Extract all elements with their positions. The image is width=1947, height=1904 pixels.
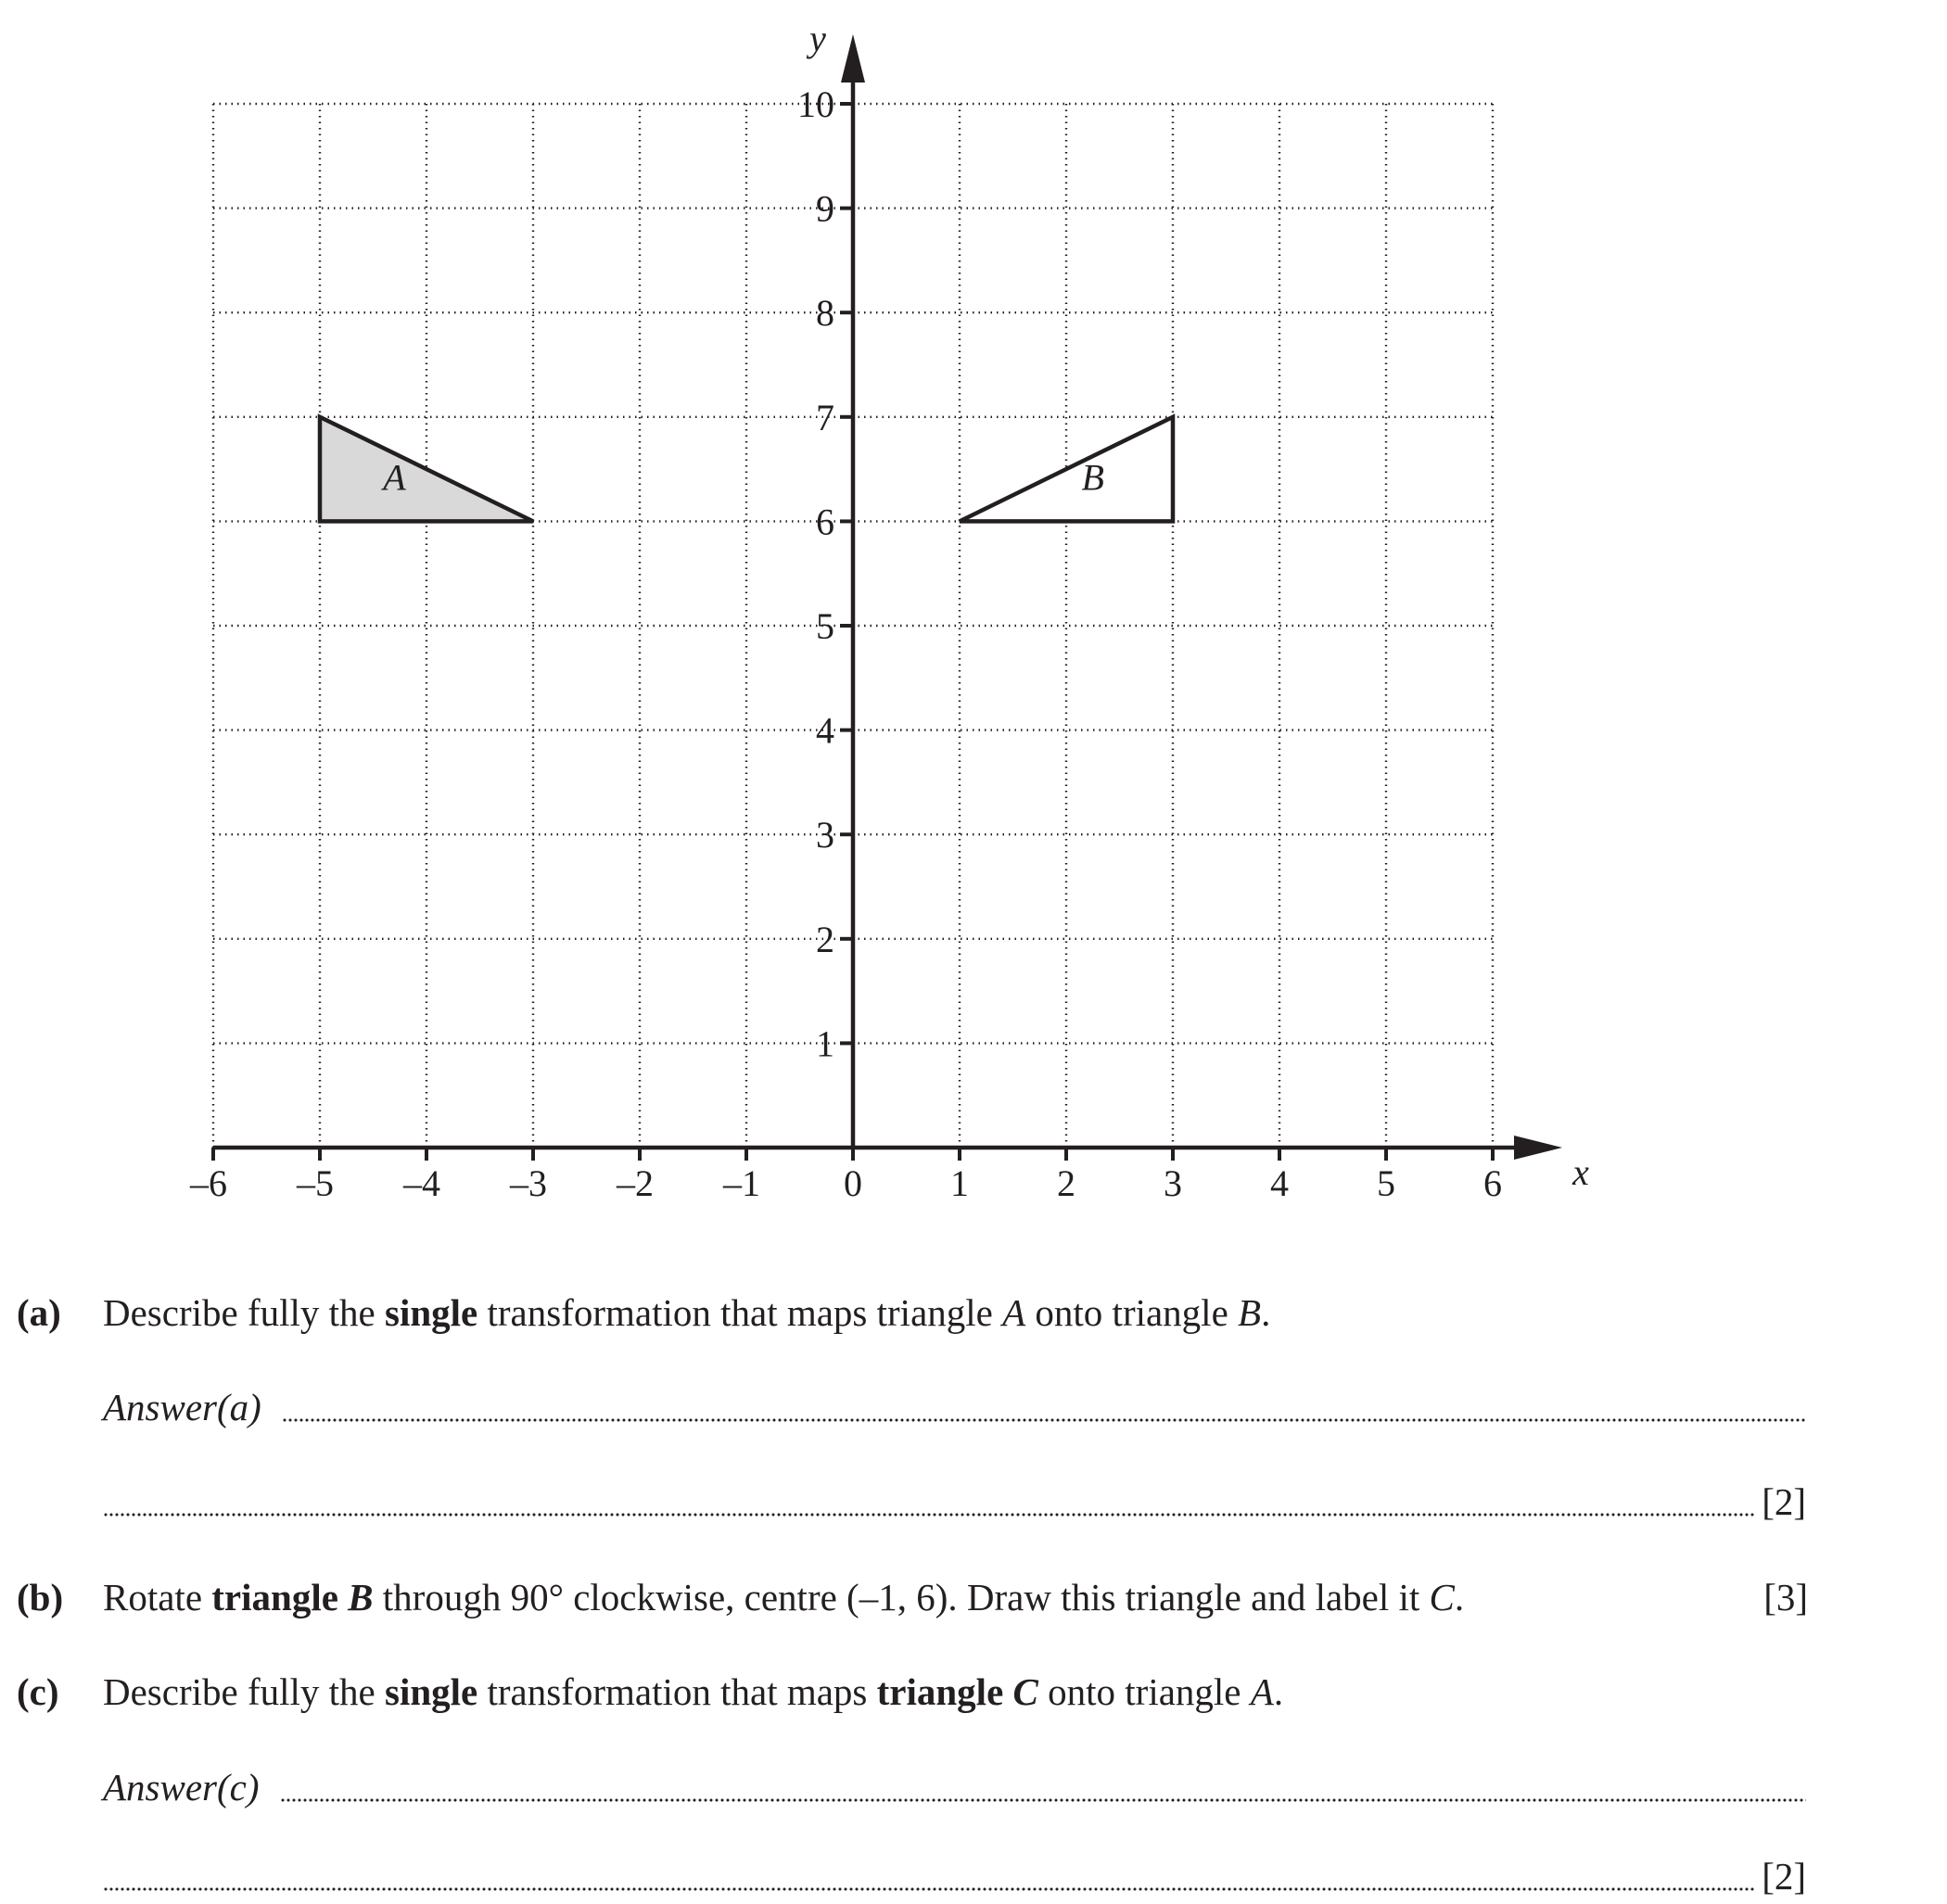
- question-b-number: (b): [17, 1576, 64, 1618]
- x-tick-label: –5: [297, 1162, 334, 1204]
- x-tick-label: –3: [510, 1162, 547, 1204]
- x-axis-label: x: [1572, 1151, 1589, 1193]
- x-tick-label: 3: [1164, 1162, 1182, 1204]
- x-tick-label: 2: [1057, 1162, 1075, 1204]
- triangle-b-label: B: [1081, 456, 1104, 499]
- question-b-mark: [3]: [1763, 1576, 1808, 1618]
- answer-a-dotted-line[interactable]: [282, 1418, 1806, 1422]
- triangle-a: [320, 417, 533, 522]
- question-b-text: Rotate triangle B through 90° clockwise, centre (–1, 6). Draw this triangle and label it C.: [103, 1576, 1465, 1618]
- answer-a-line-1[interactable]: [103, 1385, 1806, 1429]
- x-tick-label: –2: [617, 1162, 654, 1204]
- x-tick-label: 0: [844, 1162, 862, 1204]
- question-a-mark: [2]: [1762, 1480, 1806, 1523]
- axes: [213, 18, 1589, 1193]
- question-c-number: (c): [17, 1670, 59, 1713]
- x-tick-label: 5: [1377, 1162, 1395, 1204]
- axis-ticks: [189, 83, 1502, 1204]
- answer-c-dotted-line-2[interactable]: [103, 1887, 1756, 1891]
- y-tick-label: 8: [816, 292, 834, 335]
- answer-a-line-2[interactable]: [103, 1479, 1806, 1524]
- x-tick-label: –6: [190, 1162, 227, 1204]
- question-c-text: Describe fully the single transformation that maps triangle C onto triangle A.: [103, 1670, 1284, 1713]
- y-tick-label: 10: [797, 83, 834, 125]
- x-tick-label: 4: [1270, 1162, 1289, 1204]
- answer-c-line-1[interactable]: [103, 1765, 1806, 1809]
- y-tick-label: 3: [816, 814, 834, 857]
- y-tick-label: 1: [816, 1022, 834, 1065]
- y-tick-label: 9: [816, 187, 834, 230]
- question-a-text: Describe fully the single transformation that maps triangle A onto triangle B.: [103, 1291, 1271, 1334]
- y-tick-label: 4: [816, 709, 834, 752]
- x-tick-label: –4: [403, 1162, 440, 1204]
- x-axis-arrow-icon: [1514, 1136, 1562, 1160]
- y-axis-label: y: [809, 18, 826, 59]
- answer-a-label: Answer(a): [103, 1386, 261, 1428]
- x-tick-label: 1: [950, 1162, 969, 1204]
- question-c-mark: [2]: [1762, 1855, 1806, 1898]
- y-axis-arrow-icon: [841, 34, 865, 83]
- y-tick-label: 2: [816, 918, 834, 960]
- y-tick-label: 7: [816, 396, 834, 438]
- answer-c-label: Answer(c): [103, 1766, 260, 1809]
- question-a-number: (a): [17, 1291, 61, 1334]
- triangle-b: [960, 417, 1173, 522]
- triangle-a-label: A: [383, 456, 406, 499]
- y-tick-label: 6: [816, 501, 834, 543]
- triangles: [320, 417, 1173, 522]
- answer-c-dotted-line[interactable]: [280, 1798, 1806, 1802]
- x-tick-label: –1: [723, 1162, 760, 1204]
- x-tick-label: 6: [1483, 1162, 1502, 1204]
- answer-a-dotted-line-2[interactable]: [103, 1513, 1756, 1517]
- y-tick-label: 5: [816, 605, 834, 647]
- answer-c-line-2[interactable]: [103, 1854, 1806, 1898]
